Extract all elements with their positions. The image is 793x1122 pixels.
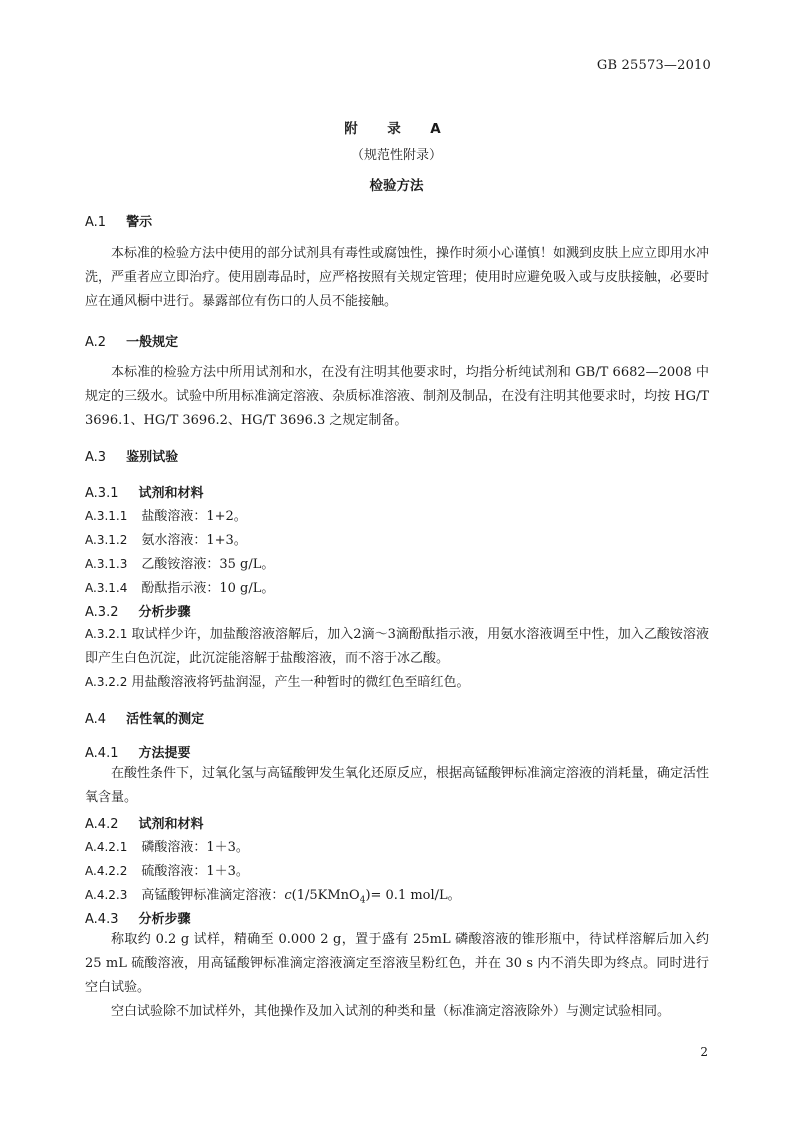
appendix-heading: 检验方法 — [369, 178, 424, 194]
section-a4-heading — [85, 708, 204, 727]
section-a3-heading — [85, 446, 178, 465]
item-a422 — [85, 860, 249, 879]
item-number: A.3.1.2 — [85, 533, 128, 547]
appendix-type: （规范性附录） — [350, 148, 442, 163]
item-a321 — [85, 622, 709, 671]
section-a32-heading — [85, 601, 191, 620]
formula-c: c — [284, 888, 292, 903]
section-number: A.1 — [85, 215, 107, 230]
item-text: 硫酸溶液：1＋3。 — [141, 864, 249, 879]
section-number: A.4.3 — [85, 912, 119, 927]
item-number: A.4.2.1 — [85, 840, 128, 854]
formula-subscript: 4 — [359, 895, 366, 906]
page-number: 2 — [700, 1045, 708, 1059]
item-a421 — [85, 836, 249, 855]
item-a314 — [85, 577, 274, 596]
section-number: A.2 — [85, 335, 107, 350]
standard-id-header: GB 25573—2010 — [596, 58, 711, 73]
item-text: 磷酸溶液：1＋3。 — [141, 840, 249, 855]
section-a42-heading — [85, 813, 204, 832]
section-a43-text2: 空白试验除不加试样外，其他操作及加入试剂的种类和量（标准滴定溶液除外）与测定试验相同。 — [111, 1004, 671, 1019]
section-number: A.3.2 — [85, 605, 119, 620]
item-text: 用盐酸溶液将钙盐润湿，产生一种暂时的微红色至暗红色。 — [131, 675, 470, 690]
section-number: A.4.2 — [85, 817, 119, 832]
section-a43-heading — [85, 908, 191, 927]
section-a41-heading — [85, 742, 191, 761]
item-a312 — [85, 529, 247, 548]
section-a43-text1: 称取约 0.2 g 试样，精确至 0.000 2 g，置于盛有 25mL 磷酸溶液的锥形瓶中，待试样溶解后加入约 25 mL 硫酸溶液，用高锰酸钾标准滴定溶液滴定至溶液呈粉红色，并在 30 s 内不消失即为终点。同时进行空白试验。 — [85, 932, 709, 995]
section-a2-heading — [85, 331, 178, 350]
item-text: 取试样少许，加盐酸溶液溶解后，加入2滴～3滴酚酞指示液，用氨水溶液调至中性，加入乙酸铵溶液即产生白色沉淀，此沉淀能溶解于盐酸溶液，而不溶于冰乙酸。 — [85, 627, 709, 666]
formula-open: (1/5KMnO — [291, 888, 360, 903]
item-number: A.3.2.2 — [85, 675, 128, 689]
section-title: 一般规定 — [126, 335, 179, 350]
section-title: 分析步骤 — [138, 605, 191, 620]
item-a313 — [85, 553, 274, 572]
section-title: 警示 — [126, 215, 153, 230]
item-text: 高锰酸钾标准滴定溶液： — [141, 888, 285, 903]
item-text: 酚酞指示液：10 g/L。 — [141, 581, 275, 596]
item-number: A.3.1.4 — [85, 581, 128, 595]
item-text: 盐酸溶液：1+2。 — [141, 509, 247, 524]
section-a2-text: 本标准的检验方法中所用试剂和水，在没有注明其他要求时，均指分析纯试剂和 GB/T 6682—2008 中规定的三级水。试验中所用标准滴定溶液、杂质标准溶液、制剂及制品，在没有注明其他要求时，均按 HG/T 3696.1、HG/T 3696.2、HG/T 3696.3 之规定制备。 — [85, 365, 709, 428]
section-title: 分析步骤 — [138, 912, 191, 927]
item-number: A.3.1.3 — [85, 557, 128, 571]
item-number: A.4.2.2 — [85, 864, 128, 878]
section-a31-heading — [85, 482, 204, 501]
item-text: 乙酸铵溶液：35 g/L。 — [141, 557, 275, 572]
item-number: A.3.2.1 — [85, 627, 128, 641]
appendix-title: 附 录 A — [344, 121, 449, 137]
section-title: 试剂和材料 — [138, 817, 204, 832]
section-title: 方法提要 — [138, 746, 191, 761]
section-number: A.3.1 — [85, 486, 119, 501]
item-a423 — [85, 884, 461, 906]
section-number: A.3 — [85, 450, 107, 465]
section-title: 鉴别试验 — [126, 450, 179, 465]
item-number: A.4.2.3 — [85, 888, 128, 902]
section-a41-text: 在酸性条件下，过氧化氢与高锰酸钾发生氧化还原反应，根据高锰酸钾标准滴定溶液的消耗量，确定活性氧含量。 — [85, 766, 710, 805]
section-title: 活性氧的测定 — [126, 712, 205, 727]
item-text: 氨水溶液：1+3。 — [141, 533, 247, 548]
item-a311 — [85, 505, 247, 524]
item-a322 — [85, 670, 709, 695]
item-number: A.3.1.1 — [85, 509, 128, 523]
section-title: 试剂和材料 — [138, 486, 204, 501]
section-a1-heading — [85, 211, 152, 230]
section-a1-text: 本标准的检验方法中使用的部分试剂具有毒性或腐蚀性，操作时须小心谨慎！如溅到皮肤上应立即用水冲洗，严重者应立即治疗。使用剧毒品时，应严格按照有关规定管理；使用时应避免吸入或与皮肤接触，必要时应在通风橱中进行。暴露部位有伤口的人员不能接触。 — [85, 246, 710, 309]
section-number: A.4.1 — [85, 746, 119, 761]
formula-close: )= 0.1 mol/L。 — [365, 888, 461, 903]
section-number: A.4 — [85, 712, 107, 727]
